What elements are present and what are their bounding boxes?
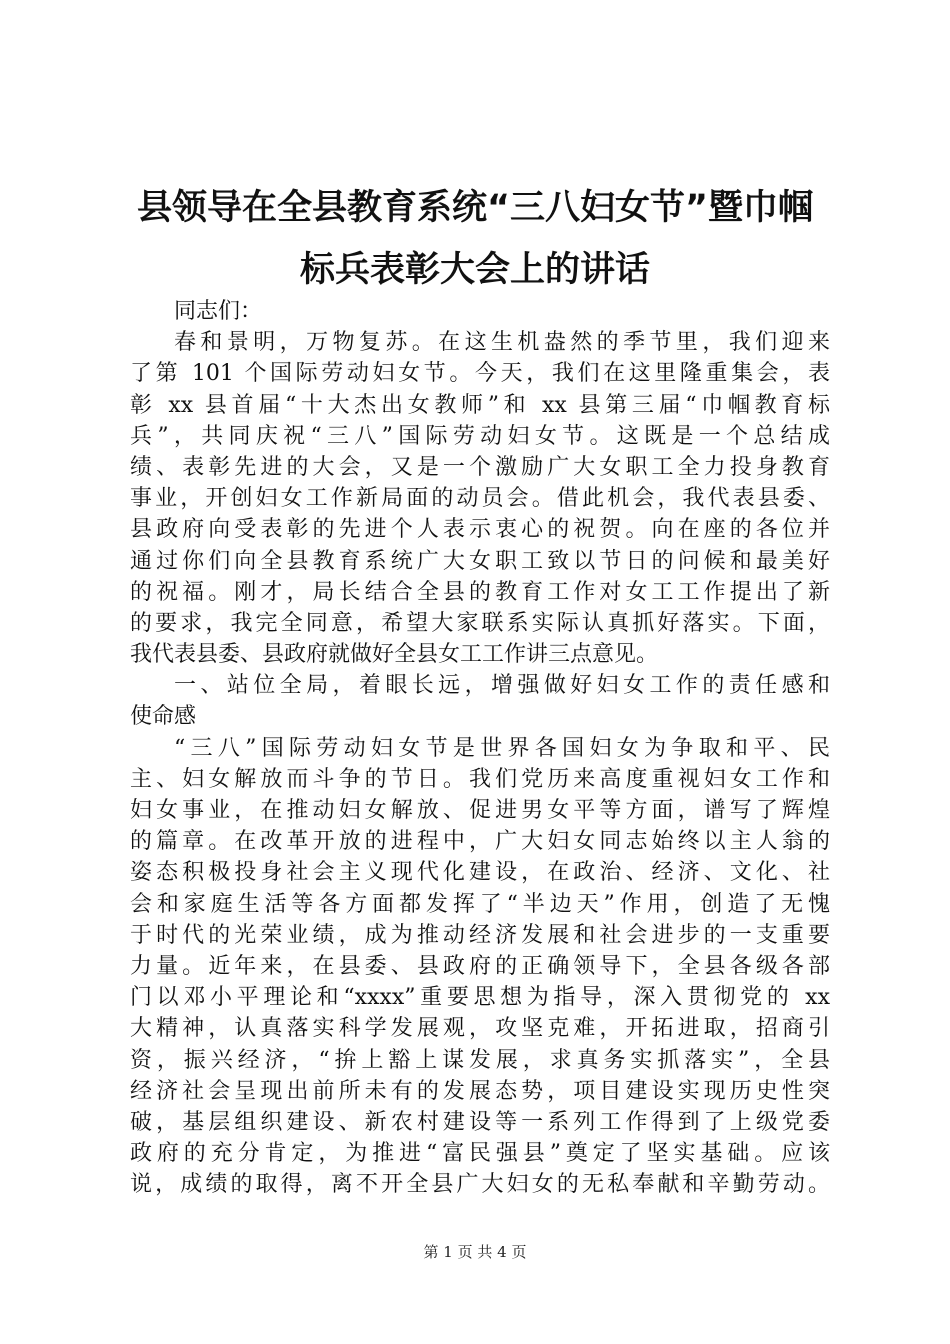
paragraph-line: 破，基层组织建设、新农村建设等一系列工作得到了上级党委 bbox=[130, 1109, 830, 1135]
salutation: 同志们： bbox=[174, 299, 263, 324]
section-heading-line: 一、站位全局，着眼长远，增强做好妇女工作的责任感和 bbox=[174, 673, 830, 699]
paragraph-line: 力量。近年来，在县委、县政府的正确领导下，全县各级各部 bbox=[130, 953, 830, 979]
paragraph-line: 会和家庭生活等各方面都发挥了“半边天”作用，创造了无愧 bbox=[130, 891, 830, 917]
paragraph-line: 政府的充分肯定，为推进“富民强县”奠定了坚实基础。应该 bbox=[130, 1141, 830, 1167]
paragraph-line: 妇女事业，在推动妇女解放、促进男女平等方面，谱写了辉煌 bbox=[130, 798, 830, 823]
paragraph-line: 兵”，共同庆祝“三八”国际劳动妇女节。这既是一个总结成 bbox=[130, 423, 830, 449]
paragraph-line: “三八”国际劳动妇女节是世界各国妇女为争取和平、民 bbox=[174, 735, 830, 761]
page-number-footer: 第 1 页 共 4 页 bbox=[423, 1243, 527, 1261]
paragraph-line: 我代表县委、县政府就做好全县女工工作讲三点意见。 bbox=[130, 642, 659, 668]
paragraph-line: 的篇章。在改革开放的进程中，广大妇女同志始终以主人翁的 bbox=[130, 829, 830, 855]
paragraph-line: 姿态积极投身社会主义现代化建设，在政治、经济、文化、社 bbox=[130, 860, 830, 886]
section-heading-line: 使命感 bbox=[130, 704, 197, 730]
paragraph-line: 资，振兴经济，“拚上豁上谋发展，求真务实抓落实”，全县 bbox=[130, 1047, 830, 1073]
paragraph-line: 通过你们向全县教育系统广大女职工致以节日的问候和最美好 bbox=[130, 548, 830, 574]
paragraph-line: 主、妇女解放而斗争的节日。我们党历来高度重视妇女工作和 bbox=[130, 766, 830, 792]
document-title-line-1: 县领导在全县教育系统“三八妇女节”暨巾帼 bbox=[136, 188, 813, 228]
paragraph-line: 事业，开创妇女工作新局面的动员会。借此机会，我代表县委、 bbox=[130, 486, 830, 512]
document-body bbox=[130, 296, 830, 1200]
document-title-line-2: 标兵表彰大会上的讲话 bbox=[299, 250, 650, 290]
paragraph-line: 了第 101 个国际劳动妇女节。今天，我们在这里隆重集会，表 bbox=[130, 361, 830, 387]
paragraph-line: 彰 xx 县首届“十大杰出女教师”和 xx 县第三届“巾帼教育标 bbox=[130, 392, 830, 418]
paragraph-line: 门以邓小平理论和“xxxx”重要思想为指导，深入贯彻党的 xx bbox=[130, 985, 830, 1011]
paragraph-line: 县政府向受表彰的先进个人表示衷心的祝贺。向在座的各位并 bbox=[130, 517, 830, 543]
paragraph-line: 的祝福。刚才，局长结合全县的教育工作对女工工作提出了新 bbox=[130, 579, 830, 605]
paragraph-line: 大精神，认真落实科学发展观，攻坚克难，开拓进取，招商引 bbox=[130, 1016, 830, 1042]
paragraph-line: 经济社会呈现出前所未有的发展态势，项目建设实现历史性突 bbox=[130, 1078, 830, 1104]
paragraph-line: 的要求，我完全同意，希望大家联系实际认真抓好落实。下面， bbox=[130, 610, 830, 636]
paragraph-line: 春和景明，万物复苏。在这生机盎然的季节里，我们迎来 bbox=[174, 330, 830, 356]
paragraph-line: 说，成绩的取得，离不开全县广大妇女的无私奉献和辛勤劳动。 bbox=[130, 1172, 830, 1198]
paragraph-line: 于时代的光荣业绩，成为推动经济发展和社会进步的一支重要 bbox=[130, 922, 830, 948]
paragraph-line: 绩、表彰先进的大会，又是一个激励广大女职工全力投身教育 bbox=[130, 454, 830, 480]
